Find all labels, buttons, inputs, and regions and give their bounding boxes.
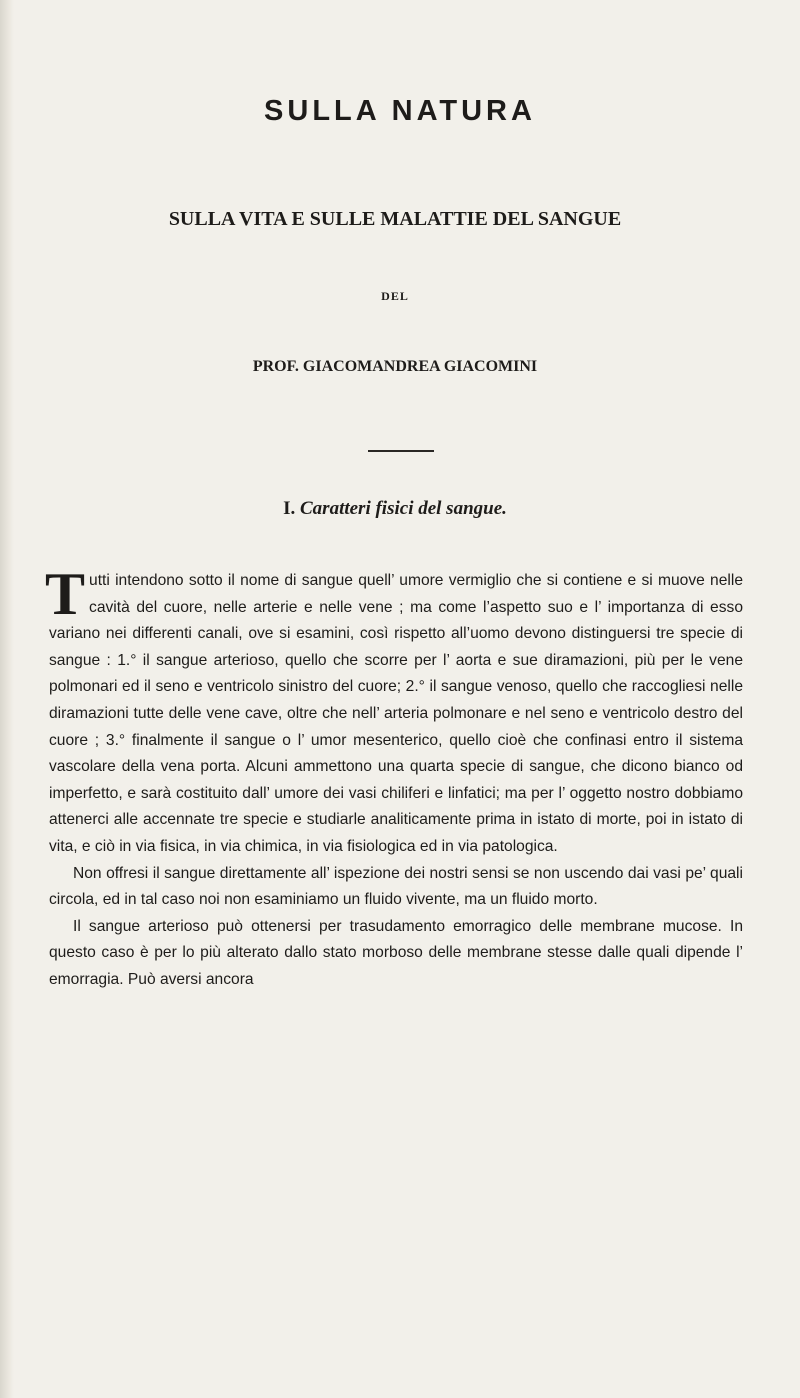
subtitle: SULLA VITA E SULLE MALATTIE DEL SANGUE <box>168 208 622 230</box>
paragraph-3: Il sangue arterioso può ottenersi per trasudamento emorragico delle membrane mucose. In questo caso è per lo più alterato dallo stato morboso delle membrane stesse dalle quali dipende l’ emorragia. Può aversi ancora <box>49 917 743 988</box>
section-number: I. <box>283 498 296 519</box>
section-title: Caratteri fisici del sangue. <box>300 498 507 519</box>
paragraph-1-text: utti intendono sotto il nome di sangue quell’ umore vermiglio che si contiene e si muove nelle cavità del cuore, nelle arterie e nelle vene ; ma come l’aspetto suo e l’ importanza di esso variano nei differenti canali, ove si esamini, così rispetto all’uomo devono distinguersi tre specie di sangue : 1.° il sangue arterioso, quello che scorre per l’ aorta e sue diramazioni, più per le vene polmonari ed il seno e ventricolo sinistro del cuore; 2.° il sangue venoso, quello che raccogliesi nelle diramazioni tutte delle vene cave, oltre che nell’ arteria polmonare e nel seno e ventricolo destro del cuore ; 3.° finalmente il sangue o l’ umor mesenterico, quello cioè che confinasi entro il sistema vascolare della vena porta. Alcuni ammettono una quarta specie di sangue, che dicono bianco od imperfetto, e sarà costituito dall’ umore dei vasi chiliferi e linfatici; ma per l’ oggetto nostro dobbiamo attenerci alle accennate tre specie e studiarle analiticamente prima in istato di morte, poi in istato di vita, e ciò in via fisica, in via chimica, in via fisiologica ed in via patologica. <box>49 572 743 855</box>
del-label: DEL <box>381 289 409 303</box>
paragraph-1 <box>45 561 743 861</box>
decorative-rule <box>368 450 434 452</box>
body-text <box>45 561 743 994</box>
section-heading <box>0 498 790 520</box>
main-title: SULLA NATURA <box>264 95 536 127</box>
paragraph-2: Non offresi il sangue direttamente all’ ispezione dei nostri sensi se non uscendo dai vasi pe’ quali circola, ed in tal caso noi non esaminiamo un fluido vivente, ma un fluido morto. <box>49 864 743 909</box>
author-name: PROF. GIACOMANDREA GIACOMINI <box>252 358 538 375</box>
drop-cap: T <box>45 561 86 627</box>
